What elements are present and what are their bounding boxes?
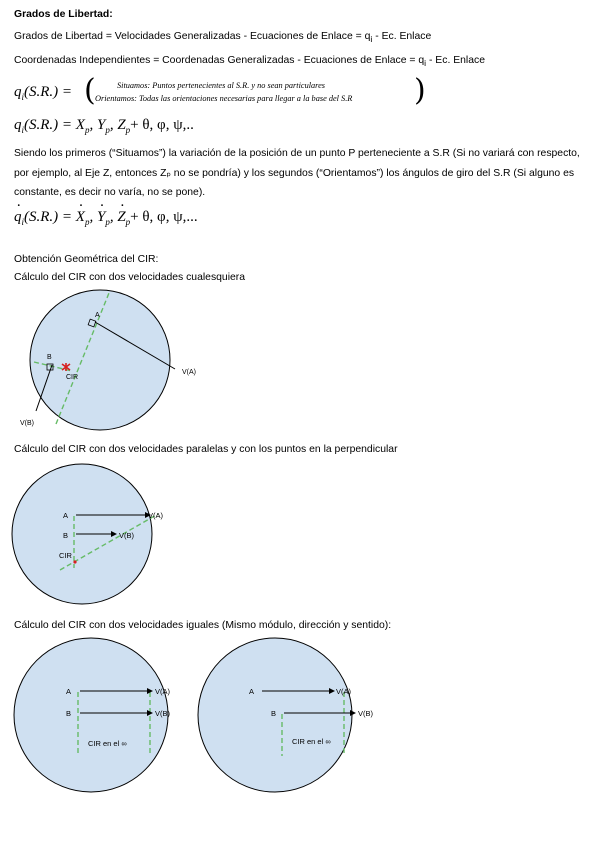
eq3-xp: p xyxy=(84,217,90,227)
ic-post: - Ec. Enlace xyxy=(426,55,485,66)
fig2-label-vb: V(B) xyxy=(119,531,134,540)
independent-coordinates-line xyxy=(14,54,485,70)
fig3-left-label-a: A xyxy=(66,687,72,696)
eq1-lhs-rest: (S.R.) = xyxy=(24,84,73,100)
right-paren: ) xyxy=(414,73,426,108)
explanation-paragraph: Siendo los primeros (“Situamos”) la variación de la posición de un punto P perteneciente a S.R (Si no variará con respecto, por ejemplo, al Eje Z, entonces Zₚ no se pondría) y los segundos (“Orientamos”) los ángulos de giro del S.R (Si alguno es constante, es decir no varía, no se pone). xyxy=(14,148,580,198)
dof-post: - Ec. Enlace xyxy=(372,31,432,42)
equation-1 xyxy=(14,84,72,101)
fig3-right-label-b: B xyxy=(271,709,277,718)
eq1-sub: i xyxy=(21,92,25,102)
fig2-diagram xyxy=(0,458,600,608)
dof-text: Grados de Libertad = Velocidades Generalizadas - Ecuaciones de Enlace = q xyxy=(14,31,371,42)
fig3-caption: Cálculo del CIR con dos velocidades iguales (Mismo módulo, dirección y sentido): xyxy=(14,620,392,631)
eq2-lhs-rest: (S.R.) = xyxy=(24,117,73,133)
eq3-x: · X xyxy=(76,209,85,225)
equation-3: · $q_i(S.R.)$ = · $X_p$, · $Y_p$, · $Z_p+ \theta$, φ, ψ,... xyxy=(14,209,198,226)
eq3-y: · Y xyxy=(97,209,105,225)
equation-2: $q_i(S.R.) = X_p$, $Y_p$, $Z_p+ \theta$, φ, ψ,.. xyxy=(14,117,194,135)
ic-sub: i xyxy=(424,58,427,69)
eq2-sub: i xyxy=(21,125,25,135)
eq3-angles: + θ, φ, ψ,... xyxy=(130,209,198,225)
fig3-left-label-vb: V(B) xyxy=(155,709,170,718)
fig2-label-b: B xyxy=(63,531,69,540)
eq2-zp: p xyxy=(125,125,131,135)
eq2-xp: p xyxy=(84,125,90,135)
fig3-right-label-vb: V(B) xyxy=(358,709,373,718)
eq1-q: q xyxy=(14,84,22,100)
ic-text: Coordenadas Independientes = Coordenadas Generalizadas - Ecuaciones de Enlace = q xyxy=(14,55,425,66)
fig2-label-cir: CIR xyxy=(59,551,72,560)
fig1-caption: Cálculo del CIR con dos velocidades cualesquiera xyxy=(14,272,246,283)
fig2-caption: Cálculo del CIR con dos velocidades paralelas y con los puntos en la perpendicular xyxy=(14,444,398,455)
section-heading: Grados de Libertad: xyxy=(14,9,113,20)
eq1-orientamos: Orientamos: Todas las orientaciones necesarias para llegar a la base del S.R xyxy=(95,94,353,103)
eq3-q: · q xyxy=(14,209,22,225)
fig3-left-label-b: B xyxy=(66,709,72,718)
eq2-q: q xyxy=(14,117,22,133)
fig3-disk-left xyxy=(14,638,168,792)
eq3-yp: p xyxy=(105,217,110,227)
fig3-left-label-va: V(A) xyxy=(155,687,170,696)
fig3-diagram xyxy=(0,634,600,806)
eq2-yp: p xyxy=(105,125,110,135)
cir-section-title: Obtención Geométrica del CIR: xyxy=(14,254,159,265)
fig1-label-vb: V(B) xyxy=(20,420,34,427)
fig1-label-a: A xyxy=(95,312,100,319)
dof-sub: i xyxy=(370,34,373,45)
eq3-lhs-rest: (S.R.) = xyxy=(24,209,73,225)
eq3-z: · Z xyxy=(117,209,125,225)
eq2-z: Z xyxy=(117,117,126,133)
fig3-right-label-a: A xyxy=(249,687,255,696)
fig3-right-label-cir: CIR en el ∞ xyxy=(292,737,331,746)
eq3-zp: p xyxy=(125,217,131,227)
fig1-diagram xyxy=(0,285,600,435)
degrees-of-freedom-line xyxy=(14,30,431,46)
fig3-left-label-cir: CIR en el ∞ xyxy=(88,739,127,748)
fig2-cir-point xyxy=(73,560,76,563)
eq2-angles: + θ, φ, ψ,.. xyxy=(130,117,194,133)
fig1-label-va: V(A) xyxy=(182,369,196,376)
eq1-situamos: Situamos: Puntos pertenecientes al S.R. y no sean particulares xyxy=(117,81,326,90)
fig1-label-cir: CIR xyxy=(66,374,79,381)
eq3-sub: i xyxy=(21,217,25,227)
fig3-right-label-va: V(A) xyxy=(336,687,351,696)
left-paren: ( xyxy=(84,73,96,108)
fig2-label-va: V(A) xyxy=(148,511,163,520)
fig1-label-b: B xyxy=(47,354,52,361)
eq2-x: X xyxy=(75,117,85,133)
eq2-y: Y xyxy=(96,117,106,133)
fig2-label-a: A xyxy=(63,511,69,520)
